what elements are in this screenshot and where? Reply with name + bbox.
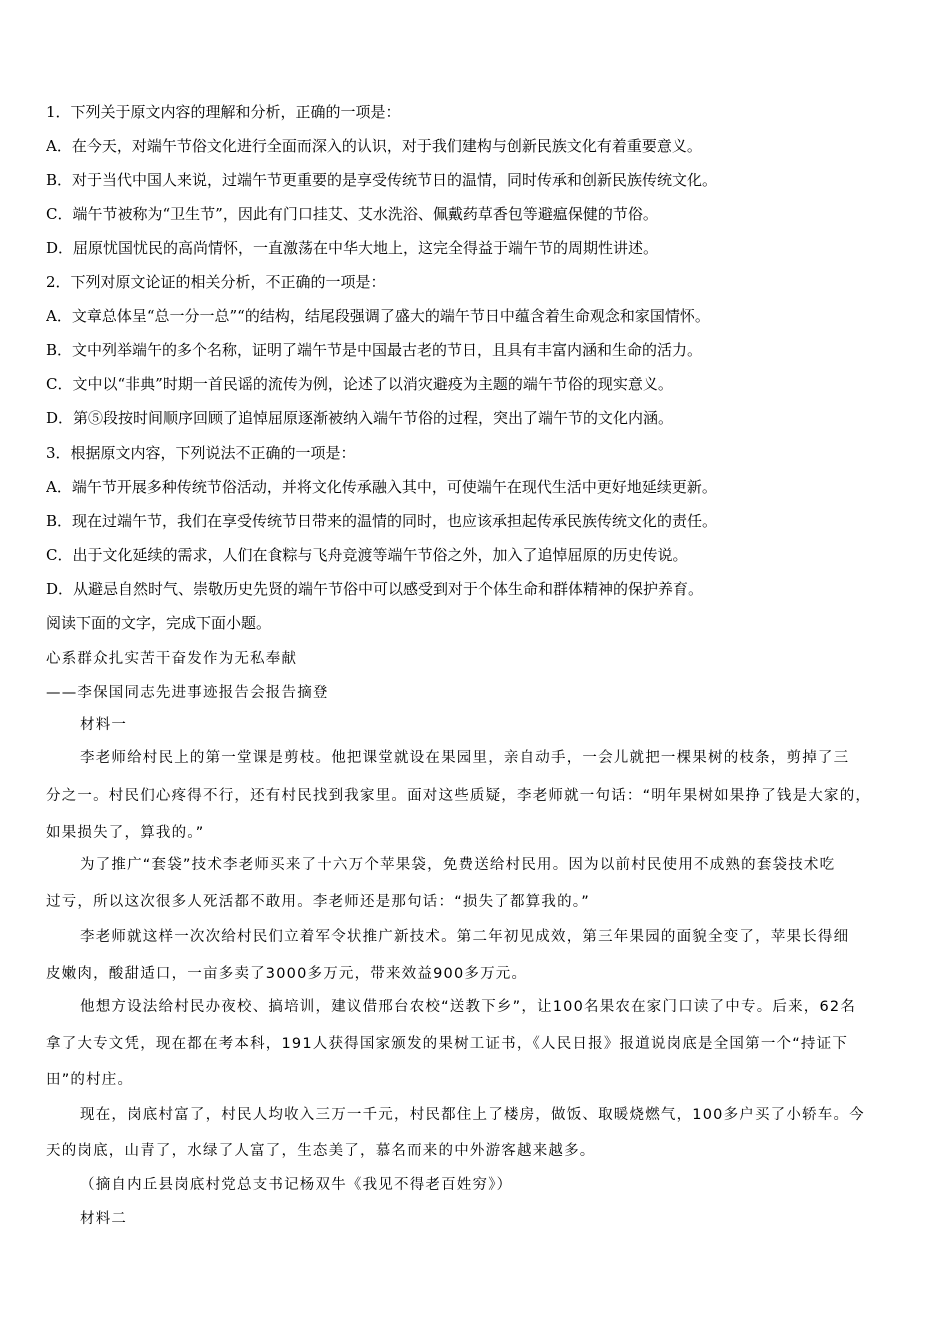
question-3-option-d: D．从避忌自然时气、崇敬历史先贤的端午节俗中可以感受到对于个体生命和群体精神的保护养育。 <box>46 580 704 598</box>
material-1-label: 材料一 <box>80 717 128 733</box>
question-1-stem: 1．下列关于原文内容的理解和分析，正确的一项是： <box>46 103 401 121</box>
paragraph-1-line-2: 分之一。村民们心疼得不行，还有村民找到我家里。面对这些质疑，李老师就一句话：“明年果树如果挣了钱是大家的， <box>46 788 872 804</box>
article-title: 心系群众扎实苦干奋发作为无私奉献 <box>46 651 298 667</box>
question-2-option-d: D．第⑤段按时间顺序回顾了追悼屈原逐渐被纳入端午节俗的过程，突出了端午节的文化内涵。 <box>46 409 674 427</box>
question-1-option-b: B．对于当代中国人来说，过端午节更重要的是享受传统节日的温情，同时传承和创新民族传统文化。 <box>46 171 718 189</box>
paragraph-5-line-2: 天的岗底，山青了，水绿了人富了，生态美了，慕名而来的中外游客越来越多。 <box>46 1143 596 1159</box>
paragraph-1-line-3: 如果损失了，算我的。” <box>46 825 205 841</box>
question-3-stem: 3．根据原文内容，下列说法不正确的一项是： <box>46 444 356 462</box>
reading-instruction: 阅读下面的文字，完成下面小题。 <box>46 614 272 632</box>
source-citation: （摘自内丘县岗底村党总支书记杨双牛《我见不得老百姓穷》） <box>80 1177 513 1193</box>
paragraph-4-line-1: 他想方设法给村民办夜校、搞培训，建议借邢台农校“送教下乡”，让100名果农在家门口读了中专。后来，62名 <box>80 999 857 1015</box>
question-3-option-c: C．出于文化延续的需求，人们在食粽与飞舟竞渡等端午节俗之外，加入了追悼屈原的历史传说。 <box>46 546 688 564</box>
paragraph-2-line-2: 过亏，所以这次很多人死活都不敢用。李老师还是那句话：“损失了都算我的。” <box>46 894 590 910</box>
paragraph-5-line-1: 现在，岗底村富了，村民人均收入三万一千元，村民都住上了楼房，做饭、取暖烧燃气，100多户买了小轿车。今 <box>80 1107 865 1123</box>
paragraph-3-line-2: 皮嫩肉，酸甜适口，一亩多卖了3000多万元，带来效益900多万元。 <box>46 966 528 982</box>
question-2-option-a: A．文章总体呈“总一分一总”“的结构，结尾段强调了盛大的端午节日中蕴含着生命观念和家国情怀。 <box>46 307 710 325</box>
article-subtitle: ——李保国同志先进事迹报告会报告摘登 <box>46 685 329 701</box>
paragraph-4-line-3: 田”的村庄。 <box>46 1072 134 1088</box>
question-2-stem: 2．下列对原文论证的相关分析，不正确的一项是： <box>46 273 386 291</box>
question-1-option-d: D．屈原忧国忧民的高尚情怀，一直激荡在中华大地上，这完全得益于端午节的周期性讲述。 <box>46 239 659 257</box>
paragraph-2-line-1: 为了推广“套袋”技术李老师买来了十六万个苹果袋，免费送给村民用。因为以前村民使用不成熟的套袋技术吃 <box>80 857 836 873</box>
question-3-option-b: B．现在过端午节，我们在享受传统节日带来的温情的同时，也应该承担起传承民族传统文化的责任。 <box>46 512 718 530</box>
paragraph-4-line-2: 拿了大专文凭，现在都在考本科，191人获得国家颁发的果树工证书，《人民日报》报道说岗底是全国第一个“持证下 <box>46 1036 849 1052</box>
material-2-label: 材料二 <box>80 1211 128 1227</box>
question-1-option-c: C．端午节被称为“卫生节”，因此有门口挂艾、艾水洗浴、佩戴药草香包等避瘟保健的节俗。 <box>46 205 658 223</box>
question-2-option-c: C．文中以“非典”时期一首民谣的流传为例，论述了以消灾避疫为主题的端午节俗的现实意义。 <box>46 375 673 393</box>
question-2-option-b: B．文中列举端午的多个名称，证明了端午节是中国最古老的节日，且具有丰富内涵和生命的活力。 <box>46 341 703 359</box>
paragraph-1-line-1: 李老师给村民上的第一堂课是剪枝。他把课堂就设在果园里，亲自动手，一会儿就把一棵果树的枝条，剪掉了三 <box>80 750 850 766</box>
question-1-option-a: A．在今天，对端午节俗文化进行全面而深入的认识，对于我们建构与创新民族文化有着重要意义。 <box>46 137 702 155</box>
question-3-option-a: A．端午节开展多种传统节俗活动，并将文化传承融入其中，可使端午在现代生活中更好地延续更新。 <box>46 478 717 496</box>
paragraph-3-line-1: 李老师就这样一次次给村民们立着军令状推广新技术。第二年初见成效，第三年果园的面貌全变了，苹果长得细 <box>80 929 850 945</box>
